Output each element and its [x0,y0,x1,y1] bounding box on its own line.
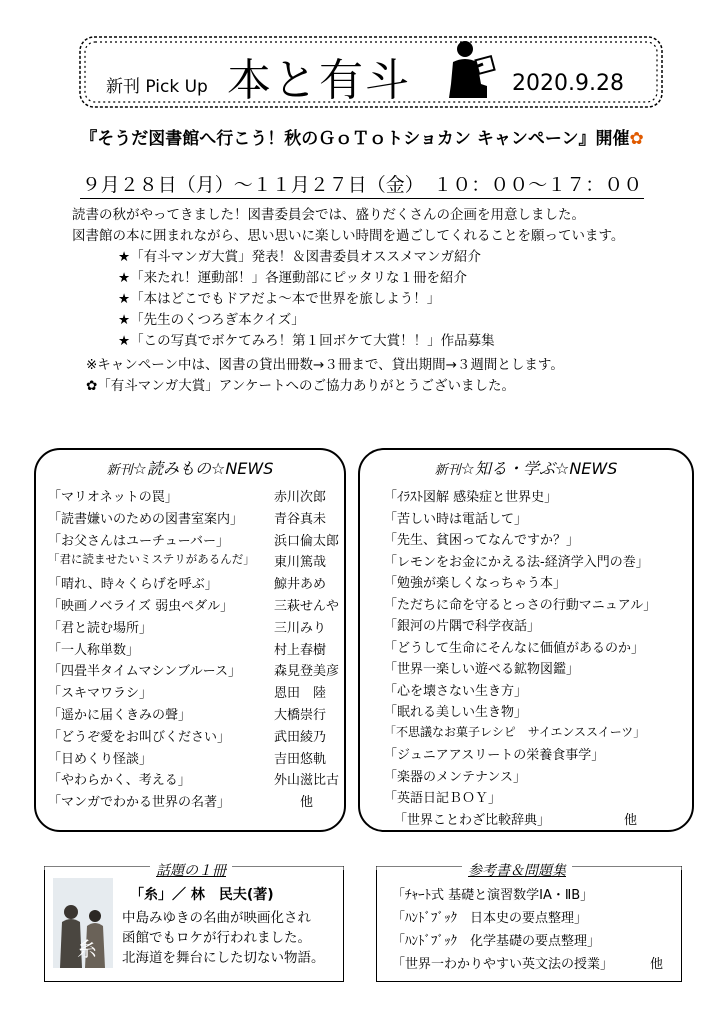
event-item: ★「この写真でボケてみろ！第１回ボケて大賞！！」作品募集 [118,333,495,349]
knowledge-book-row [384,486,557,505]
reading-book-row [48,573,338,592]
book-author: 赤川次郎 [274,490,327,505]
title-prefix: 新刊 [106,463,133,478]
reading-book-row [48,704,338,723]
reading-news-title [36,456,344,479]
book-title: 「お父さんはユーチューバー」 [48,533,229,549]
reading-book-row [48,726,338,745]
title-main: ☆読みもの☆ [132,459,226,478]
book-author: 武田綾乃 [274,729,327,745]
reference-book-row: 「ﾊﾝﾄﾞﾌﾞｯｸ 化学基礎の要点整理」 [392,934,601,949]
book-cover-image [53,878,113,968]
list-etc-marker: 他 [624,812,638,828]
book-title: 「どうぞ愛をお叫びください」 [48,729,231,745]
campaign-thanks: ✿「有斗マンガ大賞」アンケートへのご協力ありがとうございました。 [86,378,516,394]
book-title: 「四畳半タイムマシンブルース」 [48,664,241,680]
knowledge-book-row [384,508,527,527]
book-author: 東川篤哉 [274,555,327,571]
intro-line-1: 読書の秋がやってきました！図書委員会では、盛りだくさんの企画を用意しました。 [72,207,585,223]
book-title: 「勉強が楽しくなっちゃう本」 [384,576,567,591]
book-title: 「不思議なお菓子レシピ サイエンススイーツ」 [384,724,646,739]
book-title: 「やわらかく、考える」 [48,773,191,789]
knowledge-book-row [384,701,527,720]
title-suffix: NEWS [225,459,274,478]
book-title: 「晴れ、時々くらげを呼ぶ」 [48,577,218,593]
title-main: ☆知る・学ぶ☆ [460,459,570,478]
knowledge-book-row [384,637,644,656]
knowledge-news-box [358,448,694,832]
title-suffix: NEWS [569,459,618,478]
knowledge-book-row [384,680,527,699]
header-prefix: 新刊 Pick Up [106,77,208,97]
book-title: 「先生、貧困ってなんですか？」 [384,533,580,548]
reading-book-row [48,530,338,549]
campaign-period [0,170,724,197]
knowledge-book-row [384,594,656,613]
book-author: 三萩せんや [274,599,340,614]
book-title: 「眠れる美しい生き物」 [384,705,528,720]
knowledge-book-row [384,787,501,806]
event-item: ★「有斗マンガ大賞」発表！＆図書委員オススメマンガ紹介 [118,249,481,265]
book-title: 「君と読む場所」 [48,620,153,636]
description-line: 函館でもロケが行われました。 [122,930,311,946]
book-title: 「一人称単数」 [48,642,140,658]
book-author: 浜口倫太郎 [274,533,340,549]
reading-book-row [48,769,338,788]
book-title: 「銀河の片隅で科学夜話」 [384,619,541,634]
reading-book-row [48,508,338,527]
title-prefix: 新刊 [434,463,461,478]
featured-book-caption: 話題の１冊 [150,860,232,880]
maple-leaf-icon: ✿ [629,129,644,149]
reading-news-box [34,448,346,832]
event-item: ★「本はどこでもドアだよ～本で世界を旅しよう！」 [118,291,441,307]
book-title: 「マンガでわかる世界の名著」 [48,795,231,811]
book-author: 森見登美彦 [274,664,340,680]
reading-book-row [48,660,338,679]
book-title: 「スキマワラシ」 [48,686,153,702]
event-item: ★「来たれ！運動部！」各運動部にピッタリな１冊を紹介 [118,270,468,286]
book-author: 吉田悠軌 [274,751,327,767]
knowledge-book-row [384,572,566,591]
book-title: 「苦しい時は電話して」 [384,511,528,527]
book-author: 青谷真未 [274,511,327,527]
reading-person-icon [443,40,499,102]
book-title: 「ジュニアアスリートの栄養食事学」 [384,748,605,763]
description-line: 北海道を舞台にした切ない物語。 [122,950,325,966]
book-title: 「どうして生命にそんなに価値があるのか」 [384,640,645,656]
book-title: 「英語日記ＢＯＹ」 [384,791,502,806]
knowledge-book-row [384,529,579,548]
book-author: 村上春樹 [274,642,327,658]
book-title: 「世界一楽しい遊べる鉱物図鑑」 [384,662,580,677]
book-title: 「レモンをお金にかえる法-経済学入門の巻」 [384,554,649,570]
knowledge-book-row [384,744,604,763]
book-title: 「映画ノベライズ 弱虫ペダル」 [48,599,234,614]
book-title: 「楽器のメンテナンス」 [384,769,526,785]
knowledge-book-row [384,658,579,677]
knowledge-book-row [384,723,645,740]
reference-book-row: 「ﾁｬｰﾄ式 基礎と演習数学ⅠA・ⅡB」 [392,888,594,903]
reading-book-row [48,791,338,810]
knowledge-book-row [384,615,540,634]
cover-title: 糸 [77,937,97,961]
intro-line-2: 図書館の本に囲まれながら、思い思いに楽しい時間を過ごしてくれることを願っています。 [72,228,625,244]
campaign-title [0,124,724,149]
campaign-note: ※キャンペーン中は、図書の貸出冊数→３冊まで、貸出期間→３週間とします。 [86,357,564,373]
book-title: 「マリオネットの罠」 [48,490,178,505]
book-author: 大橋崇行 [274,708,327,723]
book-author: 恩田 陸 [274,686,327,702]
reading-book-row [48,486,338,505]
event-item: ★「先生のくつろぎ本クイズ」 [118,312,305,328]
book-title: 「ｲﾗｽﾄ図解 感染症と世界史」 [384,490,558,505]
book-title: 「世界ことわざ比較辞典」 [394,812,551,828]
book-author: 外山滋比古 [274,773,340,789]
book-title: 「君に読ませたいミステリがあるんだ」 [48,552,255,567]
book-title: 「日めくり怪談」 [48,751,153,767]
reading-book-row [48,639,338,658]
reading-book-row [48,617,338,636]
campaign-title-text: 『そうだ図書館へ行こう！秋のＧｏＴｏトショカン キャンペーン』開催 [80,129,630,149]
featured-book-title: 「糸」／ 林 民夫(著) [130,887,274,903]
book-author: 他 [300,795,314,811]
book-title: 「心を壊さない生き方」 [384,683,528,699]
knowledge-book-row [384,766,526,785]
book-author: 鯨井あめ [274,577,327,593]
knowledge-book-row [394,809,550,828]
list-etc-marker: 他 [650,957,664,972]
reference-book-row: 「ﾊﾝﾄﾞﾌﾞｯｸ 日本史の要点整理」 [392,911,588,926]
description-line: 中島みゆきの名曲が映画化され [122,910,311,926]
reference-book-row: 「世界一わかりやすい英文法の授業」 [392,957,614,972]
book-author: 三川みり [274,620,327,636]
book-title: 「ただちに命を守るとっさの行動マニュアル」 [384,597,657,613]
knowledge-news-title [360,456,692,479]
book-title: 「遥かに届くきみの聲」 [48,708,192,723]
book-title: 「読書嫌いのための図書室案内」 [48,511,244,527]
page-title: 本と有斗 [227,55,411,106]
issue-date: 2020.9.28 [512,71,624,96]
reading-book-row [48,748,338,767]
featured-book-description [122,908,325,968]
reading-book-row [48,551,338,571]
campaign-period-text: ９月２８日（月）～１１月２７日（金） １０：００～１７：００ [80,174,645,199]
reference-caption: 参考書＆問題集 [462,860,572,880]
knowledge-book-row [384,551,649,570]
reading-book-row [48,682,338,701]
reading-book-row [48,595,338,614]
